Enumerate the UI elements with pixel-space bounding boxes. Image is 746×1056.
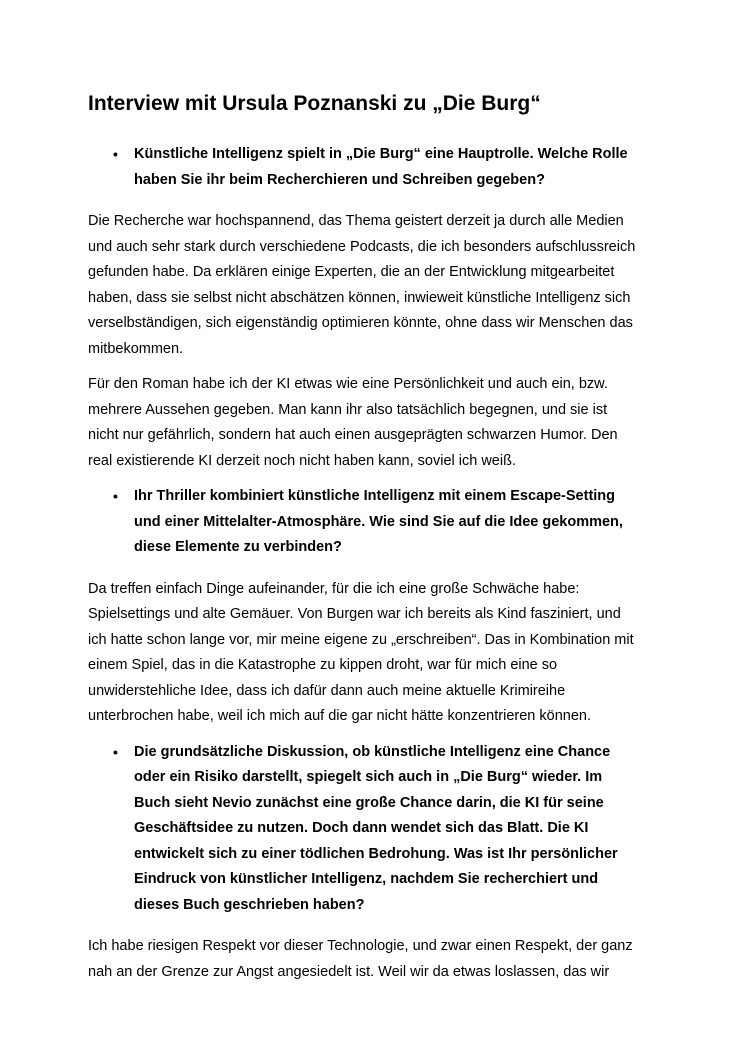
answer-line: mitbekommen. xyxy=(88,340,184,357)
answer-paragraph xyxy=(88,372,663,474)
interview-question xyxy=(88,142,663,193)
question-line: Die grundsätzliche Diskussion, ob künstliche Intelligenz eine Chance xyxy=(134,743,611,760)
answer-line: verselbständigen, sich eigenständig optimieren könnte, ohne dass wir Menschen das xyxy=(88,315,633,331)
answer-paragraph xyxy=(88,934,663,985)
answer-line: mehrere Aussehen gegeben. Man kann ihr also tatsächlich begegnen, und sie ist xyxy=(88,401,608,418)
document-page xyxy=(88,90,663,995)
question-line: Künstliche Intelligenz spielt in „Die Burg“ eine Hauptrolle. Welche Rolle xyxy=(134,146,628,162)
question-line: Ihr Thriller kombiniert künstliche Intelligenz mit einem Escape-Setting xyxy=(134,488,616,504)
bullet-icon: • xyxy=(113,488,118,504)
answer-line: Ich habe riesigen Respekt vor dieser Technologie, und zwar einen Respekt, der ganz xyxy=(88,938,633,954)
answer-line: nicht nur gefährlich, sondern hat auch einen ausgeprägten schwarzen Humor. Den xyxy=(88,427,618,443)
answer-line: real existierende KI derzeit noch nicht haben kann, soviel ich weiß. xyxy=(88,452,516,469)
answer-line: Da treffen einfach Dinge aufeinander, für die ich eine große Schwäche habe: xyxy=(88,580,580,597)
answer-line: nah an der Grenze zur Angst angesiedelt ist. Weil wir da etwas loslassen, das wir xyxy=(88,963,610,980)
answer-paragraph xyxy=(88,209,663,362)
document-title: Interview mit Ursula Poznanski zu „Die Burg“ xyxy=(88,92,541,115)
answer-line: und auch sehr stark durch verschiedene Podcasts, die ich besonders aufschlussreich xyxy=(88,238,636,255)
question-line: Eindruck von künstlicher Intelligenz, nachdem Sie recherchiert und xyxy=(134,871,599,887)
bullet-icon: • xyxy=(113,146,118,162)
question-line: und einer Mittelalter-Atmosphäre. Wie sind Sie auf die Idee gekommen, xyxy=(134,513,623,530)
answer-line: Für den Roman habe ich der KI etwas wie eine Persönlichkeit und auch ein, bzw. xyxy=(88,376,608,392)
question-line: entwickelt sich zu einer tödlichen Bedrohung. Was ist Ihr persönlicher xyxy=(134,845,618,862)
question-line: oder ein Risiko darstellt, spiegelt sich auch in „Die Burg“ wieder. Im xyxy=(134,769,603,785)
answer-paragraph xyxy=(88,577,663,730)
answer-line: Spielsettings und alte Gemäuer. Von Burgen war ich bereits als Kind fasziniert, und xyxy=(88,606,621,622)
document-body xyxy=(88,142,663,985)
bullet-icon: • xyxy=(113,743,118,760)
answer-line: unterbrochen habe, weil ich mich auf die gar nicht hätte konzentrieren können. xyxy=(88,708,591,724)
interview-question xyxy=(88,484,663,561)
answer-line: einem Spiel, das in die Katastrophe zu kippen droht, war für mich eine so xyxy=(88,657,558,673)
answer-line: Die Recherche war hochspannend, das Thema geistert derzeit ja durch alle Medien xyxy=(88,213,624,229)
answer-line: unwiderstehliche Idee, dass ich dafür dann auch meine aktuelle Krimireihe xyxy=(88,682,566,699)
question-line: diese Elemente zu verbinden? xyxy=(134,539,342,555)
question-line: Buch sieht Nevio zunächst eine große Chance darin, die KI für seine xyxy=(134,794,604,811)
answer-line: ich hatte schon lange vor, mir meine eigene zu „erschreiben“. Das in Kombination mit xyxy=(88,631,634,648)
question-line: haben Sie ihr beim Recherchieren und Schreiben gegeben? xyxy=(134,171,545,188)
interview-question xyxy=(88,740,663,919)
answer-line: haben, dass sie selbst nicht abschätzen können, inwieweit künstliche Intelligenz sich xyxy=(88,289,631,306)
answer-line: gefunden habe. Da erklären einige Experten, die an der Entwicklung mitgearbeitet xyxy=(88,264,615,280)
question-line: dieses Buch geschrieben haben? xyxy=(134,896,365,913)
question-line: Geschäftsidee zu nutzen. Doch dann wendet sich das Blatt. Die KI xyxy=(134,820,589,836)
